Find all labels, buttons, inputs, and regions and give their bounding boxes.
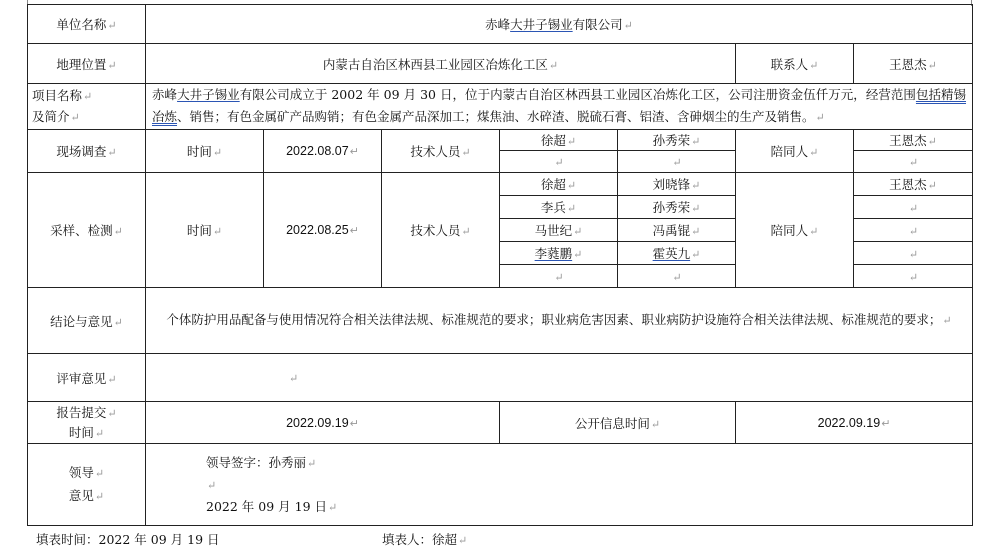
sampling-accompany-cell: ↵ (854, 242, 973, 265)
sampling-staff-cell: 徐超↵ (500, 173, 618, 196)
public-date: 2022.09.19↵ (736, 402, 973, 444)
row-leader (28, 444, 973, 526)
label-sampling: 采样、检测↵ (28, 173, 146, 288)
survey-accompany-label: 陪同人↵ (736, 130, 854, 173)
label-public-time: 公开信息时间↵ (500, 402, 736, 444)
row-location (28, 44, 973, 84)
submit-date: 2022.09.19↵ (146, 402, 500, 444)
label-leader: 领导↵ 意见↵ (28, 444, 146, 526)
survey-staff-cell: ↵ (618, 151, 736, 173)
label-unit-name: 单位名称↵ (28, 5, 146, 44)
survey-staff-cell: 孙秀荣↵ (618, 130, 736, 151)
leader-date: 2022 年 09 月 19 日 (206, 498, 327, 514)
row-sampling-1 (28, 173, 973, 196)
conclusion-text: 个体防护用品配备与使用情况符合相关法律法规、标准规范的要求；职业病危害因素、职业病防护设施符合相关法律法规、标准规范的要求；↵ (146, 288, 973, 354)
label-review: 评审意见↵ (28, 354, 146, 402)
label-conclusion: 结论与意见↵ (28, 288, 146, 354)
sampling-date: 2022.08.25↵ (264, 173, 382, 288)
sampling-staff-cell: ↵ (618, 265, 736, 288)
sampling-accompany-cell: 王恩杰↵ (854, 173, 973, 196)
row-submit (28, 402, 973, 444)
footer-filler: 填表人：徐超↵ (382, 532, 468, 547)
survey-staff-cell: ↵ (500, 151, 618, 173)
sampling-accompany-cell: ↵ (854, 196, 973, 219)
sampling-staff-cell: 冯禹锟↵ (618, 219, 736, 242)
survey-accompany-cell: 王恩杰↵ (854, 130, 973, 151)
row-survey-1 (28, 130, 973, 151)
registration-form-table (27, 4, 973, 526)
row-conclusion (28, 288, 973, 354)
row-project (28, 84, 973, 130)
leader-opinion: 领导签字：孙秀丽↵ ↵ 2022 年 09 月 19 日↵ (146, 444, 973, 526)
sampling-accompany-cell: ↵ (854, 265, 973, 288)
review-content: ↵ (146, 354, 973, 402)
label-project: 项目名称↵ 及简介↵ (28, 84, 146, 130)
row-review (28, 354, 973, 402)
row-unit-name (28, 5, 973, 44)
label-submit-time: 报告提交↵ 时间↵ (28, 402, 146, 444)
survey-staff-cell: 徐超↵ (500, 130, 618, 151)
sampling-accompany-label: 陪同人↵ (736, 173, 854, 288)
label-survey: 现场调查↵ (28, 130, 146, 173)
sampling-staff-cell: ↵ (500, 265, 618, 288)
sampling-staff-cell: 马世纪↵ (500, 219, 618, 242)
company-name: 赤峰大井子锡业有限公司↵ (146, 5, 973, 44)
sampling-tech-label: 技术人员↵ (382, 173, 500, 288)
label-location: 地理位置↵ (28, 44, 146, 84)
survey-tech-label: 技术人员↵ (382, 130, 500, 173)
sampling-staff-cell: 刘晓锋↵ (618, 173, 736, 196)
survey-time-label: 时间↵ (146, 130, 264, 173)
project-intro: 赤峰大井子锡业有限公司成立于 2002 年 09 月 30 日，位于内蒙古自治区林西县工业园区冶炼化工区，公司注册资金伍仟万元，经营范围包括精锡冶炼、销售；有色金属矿产品购销；有色金属产品深加工；煤焦油、水碎渣、脱硫石膏、铝渣、含砷烟尘的生产及销售。↵ (146, 84, 973, 130)
sampling-staff-cell: 李兵↵ (500, 196, 618, 219)
survey-date: 2022.08.07↵ (264, 130, 382, 173)
sampling-staff-cell: 孙秀荣↵ (618, 196, 736, 219)
leader-signature: 领导签字：孙秀丽 (206, 454, 307, 470)
sampling-accompany-cell: ↵ (854, 219, 973, 242)
location-value: 内蒙古自治区林西县工业园区冶炼化工区↵ (146, 44, 736, 84)
sampling-staff-cell: 李蕤鹏↵ (500, 242, 618, 265)
contact-value: 王恩杰↵ (854, 44, 973, 84)
sampling-staff-cell: 霍英九↵ (618, 242, 736, 265)
survey-accompany-cell: ↵ (854, 151, 973, 173)
sampling-time-label: 时间↵ (146, 173, 264, 288)
label-contact: 联系人↵ (736, 44, 854, 84)
footer-fill-time: 填表时间：2022 年 09 月 19 日 (36, 532, 220, 547)
